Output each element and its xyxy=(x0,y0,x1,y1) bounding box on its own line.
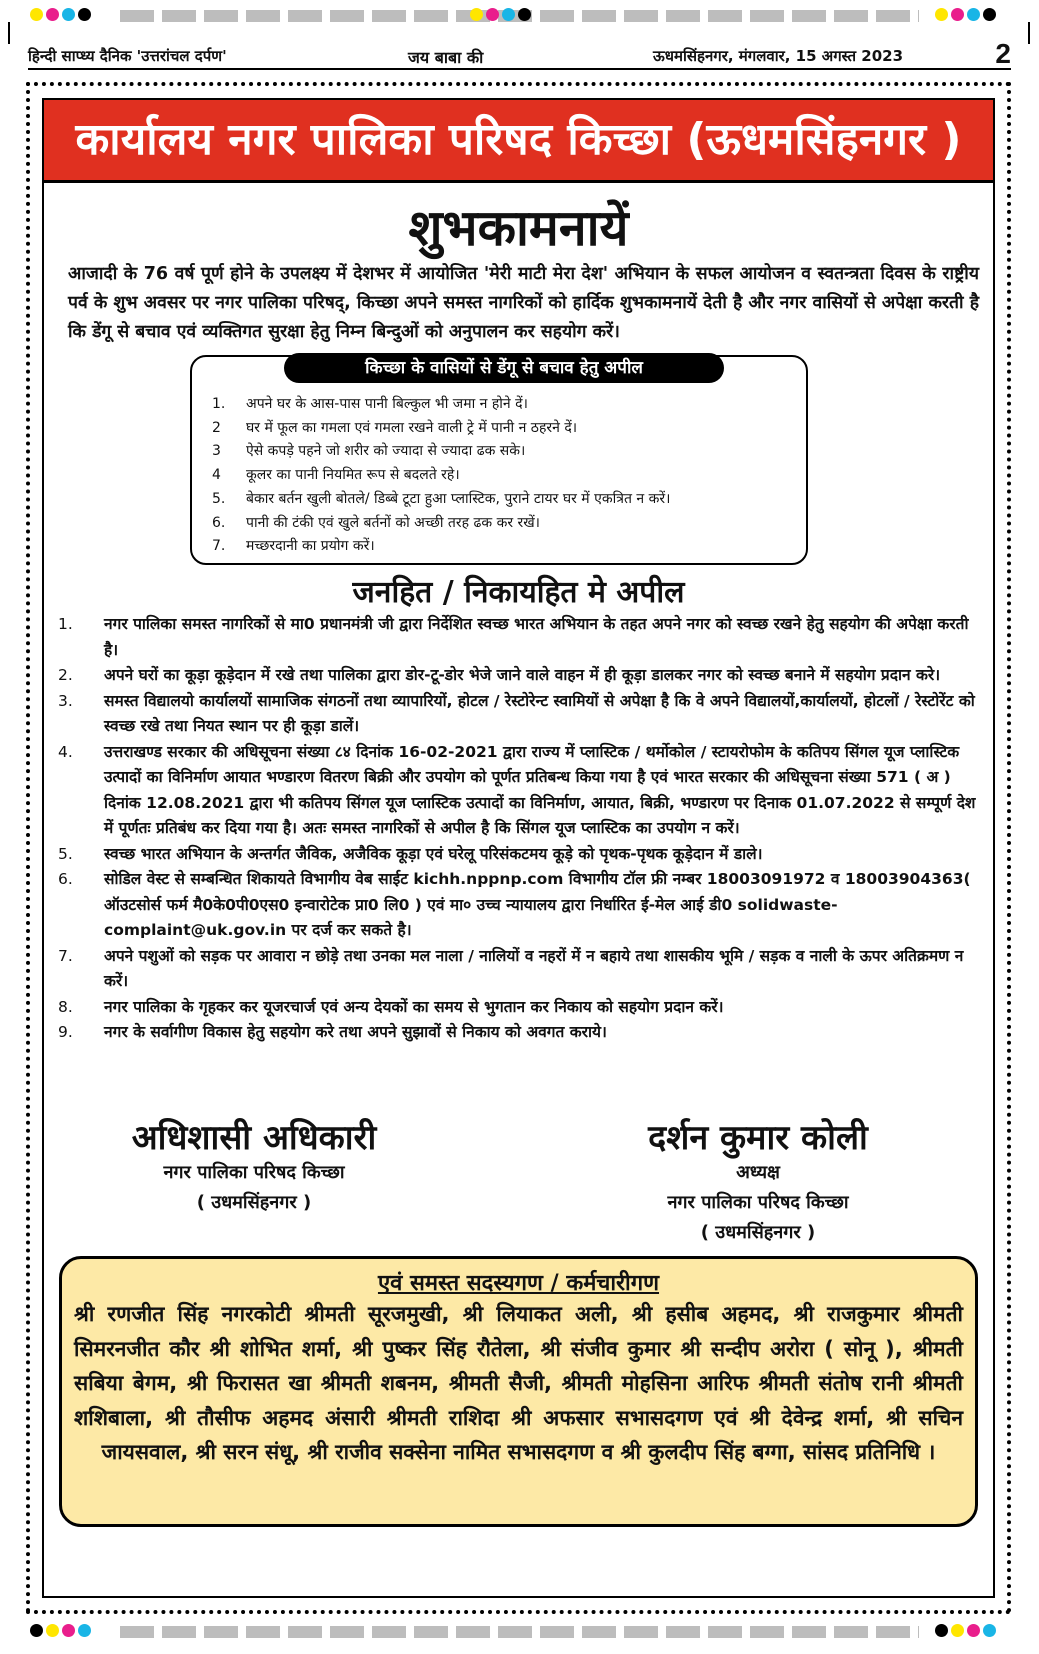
list-item: 4. उत्तराखण्ड सरकार की अधिसूचना संख्या ८४ दिनांक 16-02-2021 द्वारा राज्य में प्लास्टिक / थर्मोकोल / स्टायरोफोम के कतिपय सिंगल यूज प्लास्टिक उत्पादों का विनिर्माण आयात भण्डारण वितरण बिक्री और उपयोग को पूर्णत प्रतिबन्ध किया गया है एवं भारत सरकार की अधिसूचना संख्या 571 ( अ ) दिनांक 12.08.2021 द्वारा भी कतिपय सिंगल यूज प्लास्टिक उत्पादों का विनिर्माण, आयात, बिक्री, भण्डारण पर दिनाक 01.07.2022 से सम्पूर्ण देश में पूर्णतः प्रतिबंध कर दिया गया है। अतः समस्त नागरिकों से अपील है कि सिंगल यूज प्लास्टिक का उपयोग न करें। xyxy=(58,742,976,837)
list-item: 4 कूलर का पानी नियमित रूप से बदलते रहे। xyxy=(212,467,460,484)
list-item: 6. सोडिल वेस्ट से सम्बन्धित शिकायते विभागीय वेब साईट kichh.nppnp.com विभागीय टॉल फ्री नम्बर 18003091972 व 18003904363( ऑउटसोर्स फर्म मै0के0पी0एस0 इन्वारोटेक प्रा0 लि0 ) एवं मा० उच्च न्यायालय द्वारा निर्धारित ई-मेल आई डी0 solidwaste-complaint@uk.gov.in पर दर्ज कर सकते है। xyxy=(58,870,971,939)
date-line: ऊधमसिंहनगर, मंगलवार, 15 अगस्त 2023 xyxy=(653,47,904,65)
signatory-title: अधिशासी अधिकारी xyxy=(131,1118,377,1158)
color-dots-icon xyxy=(935,8,996,21)
members-list: श्री रणजीत सिंह नगरकोटी श्रीमती सूरजमुखी, श्री लियाकत अली, श्री हसीब अहमद, श्री राजकुमार श्रीमती सिमरनजीत कौर श्री शोभित शर्मा, श्री पुष्कर सिंह रौतेला, श्री संजीव कुमार श्री सन्दीप अरोरा ( सोनू ), श्रीमती सबिया बेगम, श्री फिरासत खा श्रीमती शबनम, श्रीमती सैजी, श्रीमती मोहसिना आरिफ श्रीमती संतोष रानी श्रीमती शशिबाला, श्री तौसीफ अहमद अंसारी श्रीमती राशिदा श्री अफसार सभासदगण एवं श्री देवेन्द्र शर्मा, श्री सचिन जायसवाल, श्री सरन संधू, श्री राजीव सक्सेना नामित सभासदगण व श्री कुलदीप सिंह बग्गा, सांसद प्रतिनिधि । xyxy=(74,1302,963,1464)
list-item: 3. समस्त विद्यालयो कार्यालयों सामाजिक संगठनों तथा व्यापारियों, होटल / रेस्टोरेन्ट स्वामियों से अपेक्षा है कि वे अपने विद्यालयों,कार्यालयों, होटलों / रेस्टोरेंट को स्वच्छ रखे तथा नियत स्थान पर ही कूड़ा डालें। xyxy=(58,691,975,735)
list-item: 7. अपने पशुओं को सड़क पर आवारा न छोड़े तथा उनका मल नाला / नालियों व नहरों में न बहाये तथा शासकीय भूमि / सड़क व नाली के ऊपर अतिक्रमण न करें। xyxy=(58,946,964,990)
advertisement-frame xyxy=(26,82,1011,1614)
public-appeal-heading: जनहित / निकायहित मे अपील xyxy=(352,575,685,610)
list-item: 1. नगर पालिका समस्त नागरिकों से मा0 प्रधानमंत्री जी द्वारा निर्देशित स्वच्छ भारत अभियान के तहत अपने नगर को स्वच्छ रखने हेतु सहयोग की अपेक्षा करती है। xyxy=(58,615,969,659)
members-box xyxy=(59,1256,978,1527)
advertisement-body xyxy=(42,98,995,1598)
color-dots-icon xyxy=(935,1624,996,1637)
signatory-right xyxy=(608,1118,908,1248)
dengue-appeal-heading: किच्छा के वासियों से डेंगू से बचाव हेतु अपील xyxy=(284,353,724,383)
dengue-appeal-list xyxy=(212,393,796,559)
newspaper-header xyxy=(28,40,1011,70)
greeting-title: शुभकामनायें xyxy=(408,199,629,257)
page-number: 2 xyxy=(995,38,1011,69)
paper-name: हिन्दी साप्ध्य दैनिक 'उत्तरांचल दर्पण' xyxy=(28,47,227,65)
dengue-appeal-box xyxy=(190,355,808,565)
crop-mark xyxy=(8,22,10,44)
list-item: 5. स्वच्छ भारत अभियान के अन्तर्गत जैविक, अजैविक कूड़ा एवं घरेलू परिसंकटमय कूड़े को पृथक-पृथक कूड़ेदान में डाले। xyxy=(58,844,763,863)
signatory-org: नगर पालिका परिषद किच्छा xyxy=(667,1192,849,1213)
list-item: 8. नगर पालिका के गृहकर कर यूजरचार्ज एवं अन्य देयकों का समय से भुगतान कर निकाय को सहयोग प्रदान करें। xyxy=(58,997,724,1016)
signatory-left xyxy=(84,1118,424,1218)
color-dots-icon xyxy=(30,8,91,21)
list-item: 1. अपने घर के आस-पास पानी बिल्कुल भी जमा न होने दें। xyxy=(212,396,528,412)
list-item: 2 घर में फूल का गमला एवं गमला रखने वाली ट्रे में पानी न ठहरने दें। xyxy=(212,419,578,436)
signatory-place: ( उधमसिंहनगर ) xyxy=(196,1192,312,1213)
members-heading: एवं समस्त सदस्यगण / कर्मचारीगण xyxy=(377,1271,660,1296)
gray-blocks xyxy=(120,1626,919,1638)
list-item: 7. मच्छरदानी का प्रयोग करें। xyxy=(212,538,375,555)
color-dots-icon xyxy=(470,8,531,21)
intro-paragraph: आजादी के 76 वर्ष पूर्ण होने के उपलक्ष्य में देशभर में आयोजित 'मेरी माटी मेरा देश' अभियान के सफल आयोजन व स्वतन्त्रता दिवस के राष्ट्रीय पर्व के शुभ अवसर पर नगर पालिका परिषद्, किच्छा अपने समस्त नागरिकों को हार्दिक शुभकामनायें देती है और नगर वासियों से अपेक्षा करती है कि डेंगू से बचाव एवं व्यक्तिगत सुरक्षा हेतु निम्न बिन्दुओं को अनुपालन कर सहयोग करें। xyxy=(68,264,979,342)
header-center-text: जय बाबा की xyxy=(408,48,484,67)
list-item: 3 ऐसे कपड़े पहने जो शरीर को ज्यादा से ज्यादा ढक सके। xyxy=(212,443,526,460)
color-dots-icon xyxy=(30,1624,91,1637)
list-item: 5. बेकार बर्तन खुली बोतले/ डिब्बे टूटा हुआ प्लास्टिक, पुराने टायर घर में एकत्रित न करें। xyxy=(212,490,671,507)
list-item: 6. पानी की टंकी एवं खुले बर्तनों को अच्छी तरह ढक कर रखें। xyxy=(212,514,540,531)
print-registration-bar-bottom xyxy=(0,1622,1039,1644)
signatory-name: दर्शन कुमार कोली xyxy=(648,1118,868,1158)
signatory-place: ( उधमसिंहनगर ) xyxy=(700,1222,816,1243)
public-appeal-list xyxy=(58,612,981,1046)
list-item: 9. नगर के सर्वागीण विकास हेतु सहयोग करे तथा अपने सुझावों से निकाय को अवगत कराये। xyxy=(58,1023,607,1041)
signatory-role: अध्यक्ष xyxy=(736,1162,780,1183)
print-registration-bar-top xyxy=(0,6,1039,28)
list-item: 2. अपने घरों का कूड़ा कूड़ेदान में रखे तथा पालिका द्वारा डोर-टू-डोर भेजे जाने वाले वाहन में ही कूड़ा डालकर नगर को स्वच्छ बनाने में सहयोग प्रदान करे। xyxy=(58,666,941,684)
office-title-banner: कार्यालय नगर पालिका परिषद किच्छा (ऊधमसिंहनगर ) xyxy=(44,100,993,183)
crop-mark xyxy=(1028,22,1030,44)
signatory-org: नगर पालिका परिषद किच्छा xyxy=(163,1162,345,1183)
